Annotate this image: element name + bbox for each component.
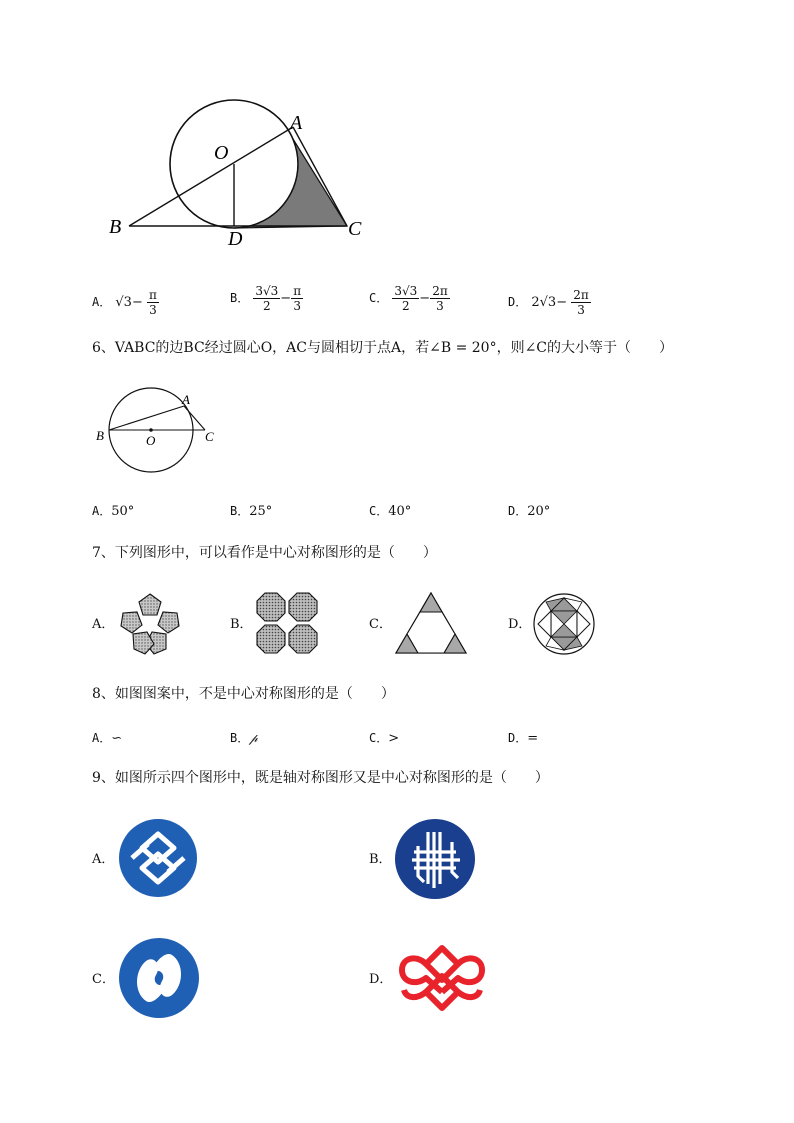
q7-stem: 7、下列图形中，可以看作是中心对称图形的是（ ）: [92, 545, 437, 561]
q9-option-d-logo-icon[interactable]: [392, 940, 492, 1016]
q7-option-c-label[interactable]: C．: [369, 617, 392, 632]
option-letter: A．: [92, 731, 112, 745]
q7-option-d-label[interactable]: D．: [508, 617, 532, 632]
q7-option-a-figure[interactable]: [117, 591, 183, 657]
q5-option-a[interactable]: [92, 288, 159, 317]
q6-option-a[interactable]: [92, 501, 134, 522]
q9-option-b-logo-icon[interactable]: [394, 818, 476, 900]
q5-option-d[interactable]: [508, 288, 591, 317]
q9-option-b-label[interactable]: B．: [369, 852, 392, 867]
q5-segment-ba: [129, 127, 293, 226]
option-letter: C．: [369, 731, 389, 745]
q6-option-d[interactable]: [508, 501, 550, 522]
q6-label-c: C: [205, 429, 214, 444]
q9-option-d-label[interactable]: D．: [369, 972, 393, 987]
option-symbol: >: [388, 731, 400, 746]
minus-sign: −: [280, 291, 292, 306]
fraction: $\frac{2\pi}{3}$: [573, 288, 589, 317]
q5-label-o: O: [214, 142, 229, 164]
q7-option-b-label[interactable]: B．: [230, 617, 253, 632]
q7-option-a-label[interactable]: A．: [92, 617, 115, 632]
option-text: 20°: [527, 504, 551, 519]
q5-label-c: C: [348, 218, 362, 240]
q6-stem: 6、VABC的边BC经过圆心O，AC与圆相切于点A，若∠B = 20°，则∠C的大小等于（ ）: [92, 340, 674, 356]
q8-option-c[interactable]: [369, 728, 399, 749]
q9-option-a-label[interactable]: A．: [92, 852, 115, 867]
q9-option-c-logo-icon[interactable]: [118, 937, 200, 1019]
q6-segment-ac: [184, 406, 205, 430]
q5-label-b: B: [109, 216, 122, 238]
option-letter: A．: [92, 295, 112, 309]
q7-option-d-figure[interactable]: [532, 592, 596, 656]
q9-stem: 9、如图所示四个图形中，既是轴对称图形又是中心对称图形的是（ ）: [92, 770, 549, 786]
q6-option-c[interactable]: [369, 501, 411, 522]
option-text: 40°: [388, 504, 412, 519]
q9-option-c-label[interactable]: C．: [92, 972, 115, 987]
q6-label-a: A: [182, 392, 190, 407]
fraction: $\frac{\pi}{3}$: [293, 284, 302, 313]
q6-segment-ba: [109, 406, 184, 430]
q6-label-o: O: [146, 433, 156, 448]
option-text: 50°: [111, 504, 135, 519]
q6-option-b[interactable]: [230, 501, 272, 522]
q6-label-b: B: [96, 428, 104, 443]
option-symbol: =: [527, 731, 539, 746]
option-text: 25°: [249, 504, 273, 519]
minus-sign: −: [131, 295, 143, 310]
q6-figure: [92, 385, 232, 475]
option-letter: D．: [508, 504, 528, 518]
minus-sign: −: [556, 295, 568, 310]
option-letter: C．: [369, 291, 389, 305]
q5-label-d: D: [228, 228, 243, 250]
option-letter: B．: [230, 504, 250, 518]
minus-sign: −: [419, 291, 431, 306]
option-letter: B．: [230, 731, 250, 745]
q8-option-a[interactable]: [92, 728, 122, 749]
q5-figure: [95, 95, 385, 250]
option-term: √3: [115, 295, 132, 310]
option-symbol: 𝓅: [249, 731, 258, 745]
fraction: $\frac{3√3}{2}$: [255, 284, 279, 313]
q7-option-c-figure[interactable]: [394, 591, 468, 655]
q5-label-a: A: [290, 112, 303, 134]
option-letter: B．: [230, 291, 250, 305]
option-letter: D．: [508, 295, 528, 309]
option-term: 2√3: [531, 295, 557, 310]
option-symbol: ∽: [111, 731, 123, 746]
option-letter: A．: [92, 504, 112, 518]
q8-stem: 8、如图图案中，不是中心对称图形的是（ ）: [92, 686, 395, 702]
fraction: $\frac{3√3}{2}$: [394, 284, 418, 313]
q5-option-c[interactable]: [369, 284, 450, 313]
q8-option-d[interactable]: [508, 728, 538, 749]
option-letter: C．: [369, 504, 389, 518]
option-letter: D．: [508, 731, 528, 745]
q9-option-a-logo-icon[interactable]: [118, 818, 198, 898]
q5-option-b[interactable]: [230, 284, 303, 313]
fraction: $\frac{2\pi}{3}$: [432, 284, 448, 313]
q7-option-b-figure[interactable]: [256, 592, 318, 654]
fraction: $\frac{\pi}{3}$: [148, 288, 157, 317]
q8-option-b[interactable]: [230, 728, 258, 749]
q6-center-dot: [149, 428, 153, 432]
